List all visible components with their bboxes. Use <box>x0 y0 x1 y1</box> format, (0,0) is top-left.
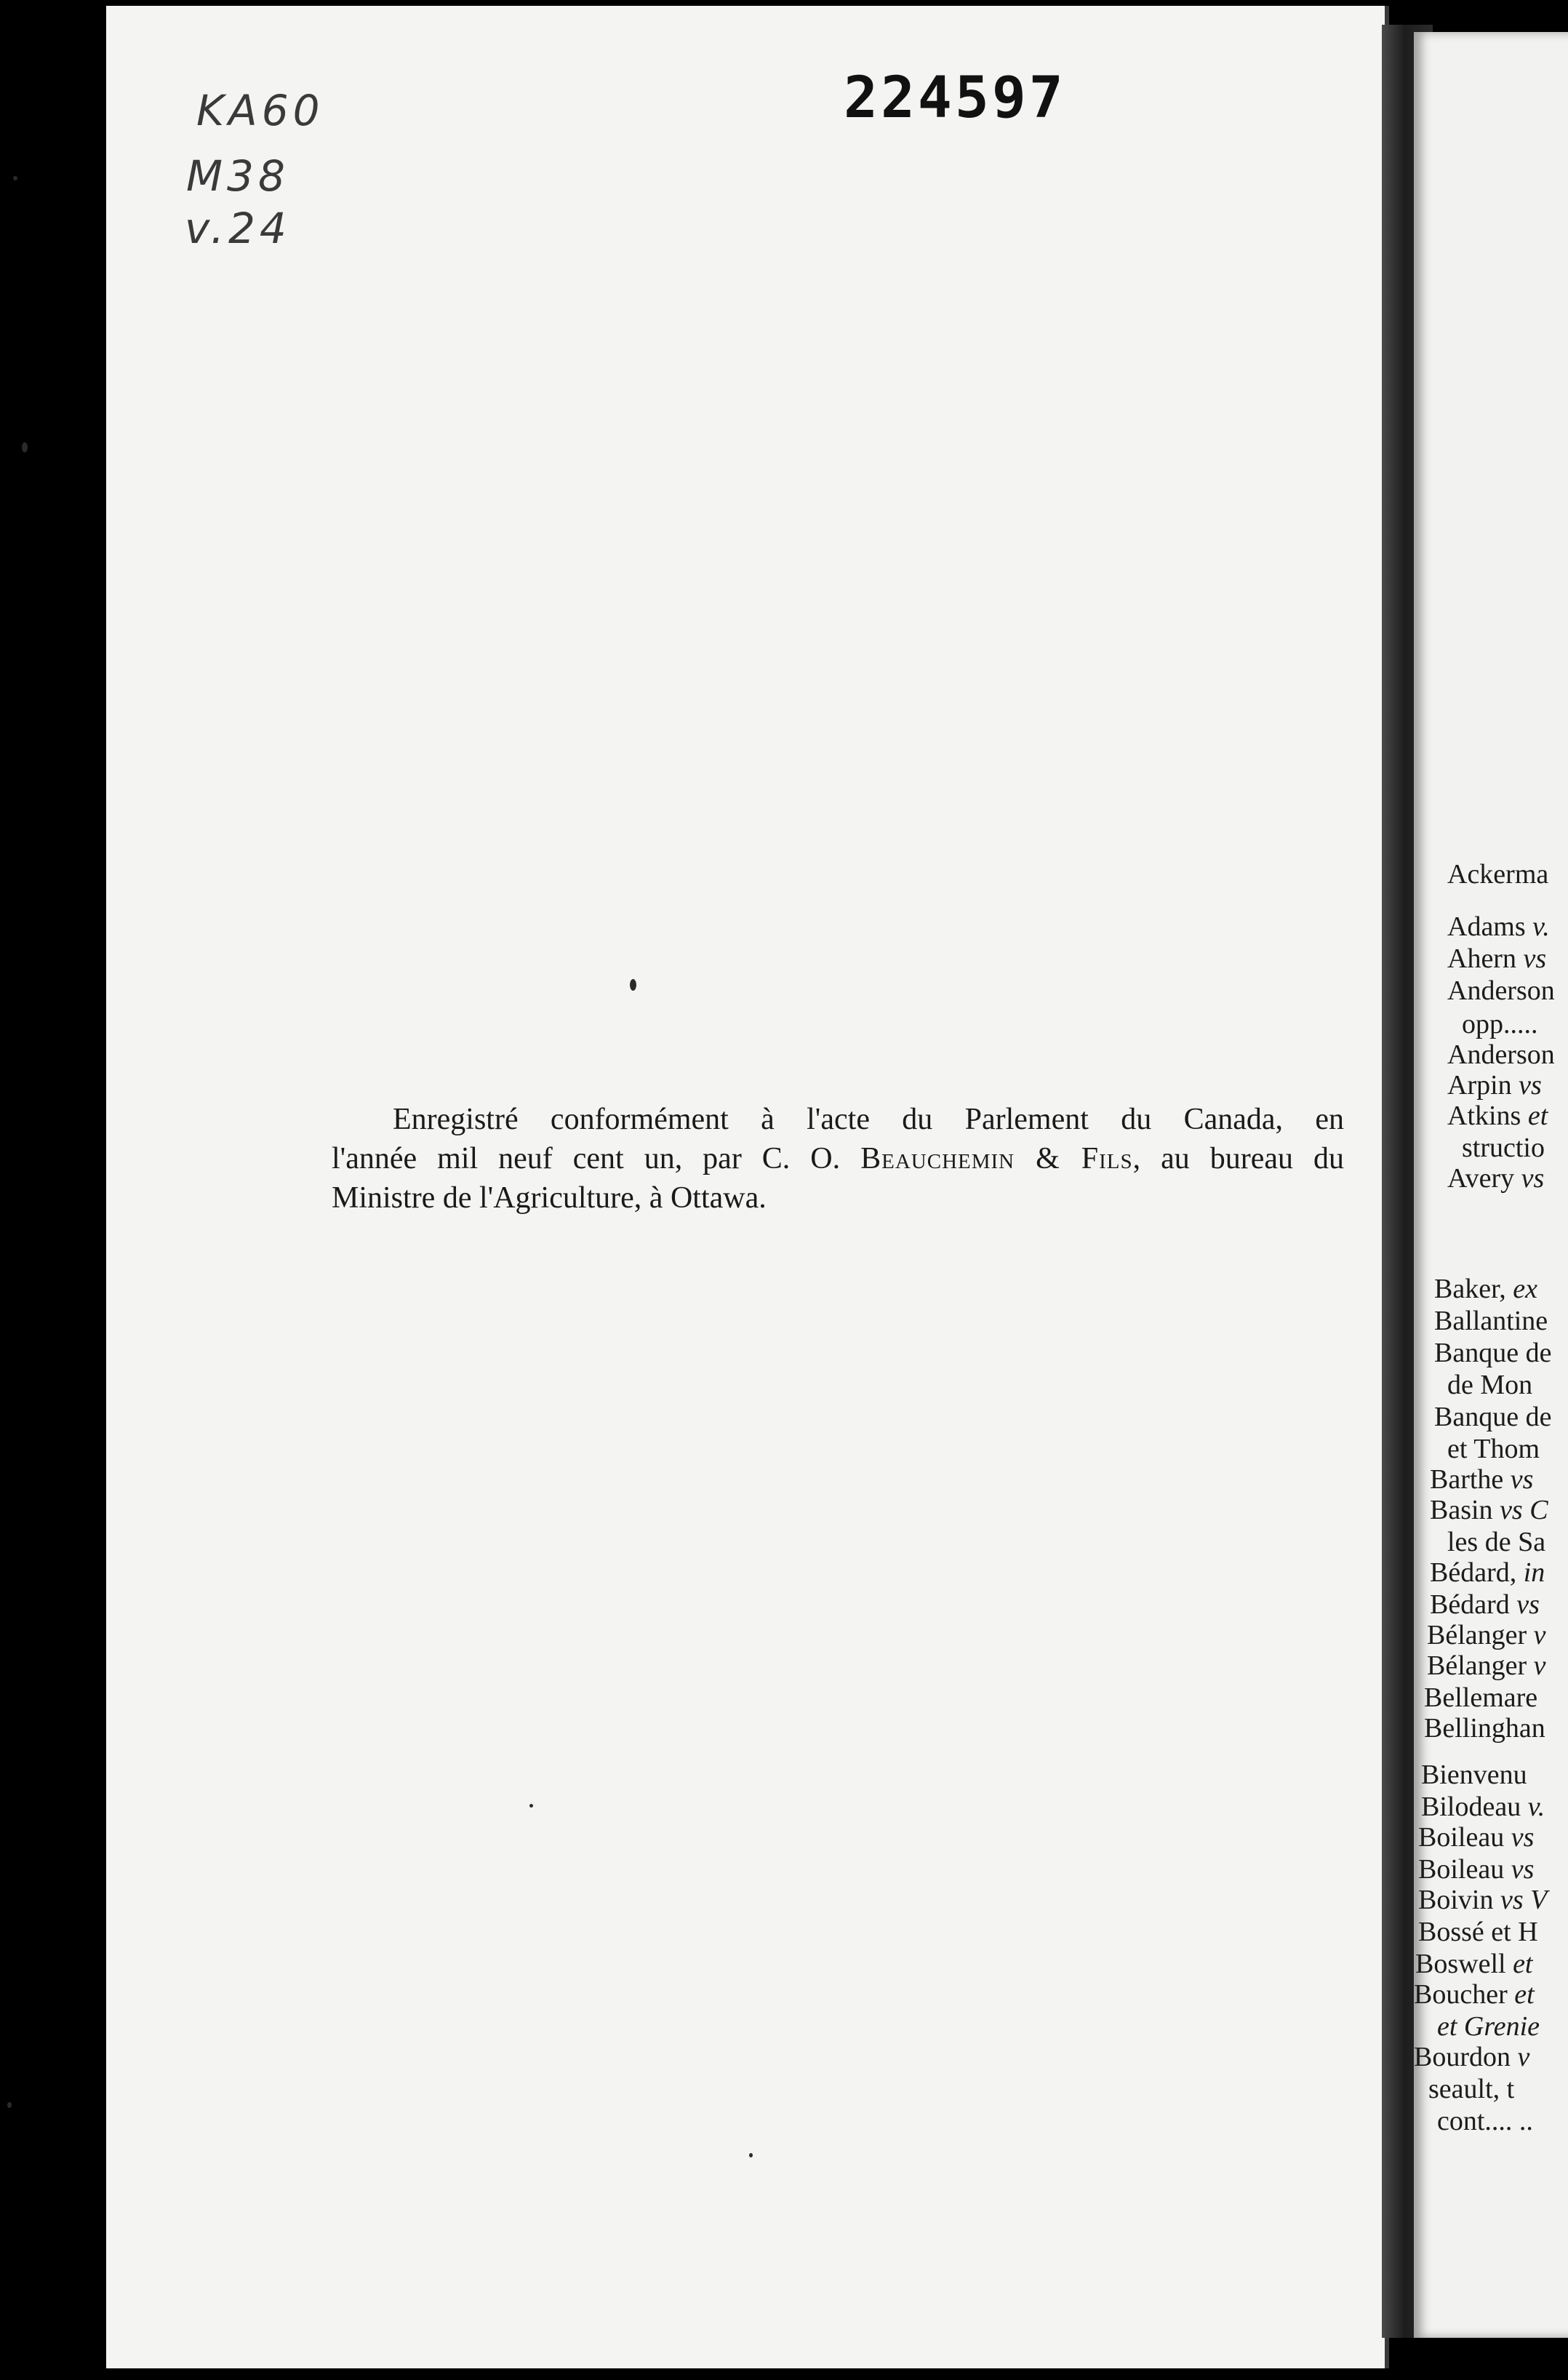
index-entry <box>1427 1651 1546 1680</box>
publisher-name: Beauchemin & Fils <box>860 1142 1133 1175</box>
shelf-mark-line-3: v.24 <box>185 204 291 253</box>
index-entry-italic: vs <box>1516 1589 1540 1620</box>
index-entry-text: Anderson <box>1447 975 1555 1006</box>
accession-number: 224597 <box>844 65 1066 131</box>
index-entry <box>1418 1885 1547 1914</box>
index-entry-italic: vs <box>1511 1854 1535 1885</box>
index-entry-italic: et <box>1513 1949 1533 1979</box>
index-entry <box>1447 1434 1540 1463</box>
index-entry <box>1434 1274 1537 1303</box>
index-entry-italic: vs <box>1519 1070 1542 1101</box>
index-entry-italic: ex <box>1513 1274 1537 1304</box>
index-entry-text: Adams <box>1447 911 1533 942</box>
index-entry <box>1447 944 1546 973</box>
index-entry <box>1447 976 1555 1005</box>
index-entry-italic: vs <box>1523 943 1547 974</box>
index-entry <box>1418 1855 1534 1884</box>
index-entry-text: Bienvenu <box>1421 1760 1527 1790</box>
index-entry <box>1447 1040 1555 1069</box>
index-entry <box>1447 912 1550 941</box>
index-entry-text: Bellemare <box>1424 1682 1538 1713</box>
index-entry <box>1462 1010 1538 1039</box>
index-entry-italic: v. <box>1532 911 1550 942</box>
scan-speck <box>7 2102 12 2108</box>
index-entry-text: Avery <box>1447 1163 1521 1194</box>
index-entry <box>1447 1370 1532 1399</box>
index-entry-text: cont.... .. <box>1437 2106 1533 2136</box>
index-entry-text: Ballantine <box>1434 1306 1548 1336</box>
scan-speck <box>749 2153 753 2157</box>
index-entry-italic: vs <box>1521 1163 1545 1194</box>
index-entry <box>1427 1621 1546 1650</box>
index-entry <box>1428 2074 1514 2104</box>
index-entry <box>1447 1071 1542 1100</box>
index-entry-italic: vs C <box>1500 1495 1548 1525</box>
index-entry-text: seault, t <box>1428 2074 1515 2104</box>
index-entry-italic: vs <box>1510 1464 1534 1495</box>
copyright-line-1: Enregistré conformément à l'acte du Parlement du Canada, en <box>393 1103 1344 1136</box>
index-entry-text: Bédard <box>1430 1589 1517 1620</box>
index-entry-text: Basin <box>1430 1495 1500 1525</box>
index-entry-text: et Thom <box>1447 1434 1540 1464</box>
index-entry-text: Boileau <box>1418 1822 1511 1853</box>
index-entry-italic: et <box>1514 1979 1535 2010</box>
scan-speck <box>22 442 28 452</box>
scan-speck <box>529 1804 533 1808</box>
index-entry-text: Barthe <box>1430 1464 1511 1495</box>
index-entry <box>1430 1590 1540 1619</box>
index-entry-italic: v. <box>1527 1792 1545 1822</box>
scan-speck <box>13 176 17 180</box>
index-entry-text: les de Sa <box>1447 1527 1546 1557</box>
index-entry-text: Boivin <box>1418 1885 1500 1915</box>
copyright-line-3: Ministre de l'Agriculture, à Ottawa. <box>332 1181 767 1215</box>
index-entry <box>1447 860 1548 889</box>
index-entry-italic: in <box>1523 1557 1545 1588</box>
index-entry-text: structio <box>1462 1133 1545 1163</box>
index-entry <box>1421 1792 1545 1821</box>
index-entry <box>1424 1683 1537 1712</box>
index-entry-text: Boucher <box>1414 1979 1515 2010</box>
index-entry <box>1424 1714 1545 1743</box>
shelf-mark-line-1: KA60 <box>196 86 324 135</box>
index-entry <box>1430 1496 1548 1525</box>
copyright-notice <box>332 1100 1344 1218</box>
index-entry-text: Banque de <box>1434 1338 1552 1368</box>
index-entry <box>1418 1917 1538 1946</box>
index-entry-text: Ahern <box>1447 943 1524 974</box>
index-entry <box>1415 1949 1533 1978</box>
index-entry <box>1437 2107 1533 2136</box>
index-entry-text: Bellinghan <box>1424 1713 1545 1744</box>
index-entry-text: Anderson <box>1447 1039 1555 1070</box>
index-entry-italic: v <box>1533 1650 1546 1681</box>
index-entry <box>1434 1306 1548 1335</box>
index-entry-text: Bédard, <box>1430 1557 1524 1588</box>
index-entry <box>1447 1528 1545 1557</box>
index-entry <box>1447 1101 1548 1130</box>
index-entry-text: Bélanger <box>1427 1620 1534 1650</box>
index-entry <box>1437 2012 1540 2041</box>
index-entry-text: opp..... <box>1462 1009 1538 1039</box>
index-entry <box>1462 1133 1545 1162</box>
index-entry-text: Banque de <box>1434 1402 1552 1432</box>
index-entry-text: Boileau <box>1418 1854 1511 1885</box>
index-entry-italic: vs <box>1511 1822 1535 1853</box>
index-entry <box>1434 1338 1551 1367</box>
index-entry-italic: vs V <box>1500 1885 1548 1915</box>
shelf-mark-line-2: M38 <box>186 151 289 201</box>
index-entry-italic: et <box>1527 1101 1548 1131</box>
index-entry-italic: v <box>1533 1620 1546 1650</box>
index-entry-italic: et Grenie <box>1437 2011 1540 2042</box>
copyright-line-2-start: l'année mil neuf cent un, par C. O. <box>332 1142 861 1175</box>
index-entry-text: de Mon <box>1447 1370 1533 1400</box>
index-entry <box>1434 1402 1551 1431</box>
index-entry <box>1430 1558 1545 1587</box>
index-entry <box>1421 1760 1527 1789</box>
index-entry-text: Ackerma <box>1447 859 1549 890</box>
index-entry-text: Bilodeau <box>1421 1792 1528 1822</box>
index-entry <box>1414 2042 1529 2072</box>
index-entry-italic: v <box>1517 2042 1530 2072</box>
index-entry <box>1447 1164 1544 1193</box>
scan-speck <box>630 979 636 991</box>
index-entry-text: Bélanger <box>1427 1650 1534 1681</box>
index-entry <box>1418 1823 1534 1852</box>
index-entry-text: Baker, <box>1434 1274 1513 1304</box>
index-entry-text: Boswell <box>1415 1949 1513 1979</box>
index-entry-text: Bossé et H <box>1418 1917 1538 1947</box>
index-entry <box>1414 1980 1535 2009</box>
index-entry-text: Arpin <box>1447 1070 1519 1101</box>
copyright-line-2-end: , au bureau du <box>1132 1142 1344 1175</box>
index-entry <box>1430 1465 1533 1494</box>
copyright-line-2 <box>332 1139 1344 1178</box>
index-entry-text: Bourdon <box>1414 2042 1518 2072</box>
index-entry-text: Atkins <box>1447 1101 1528 1131</box>
